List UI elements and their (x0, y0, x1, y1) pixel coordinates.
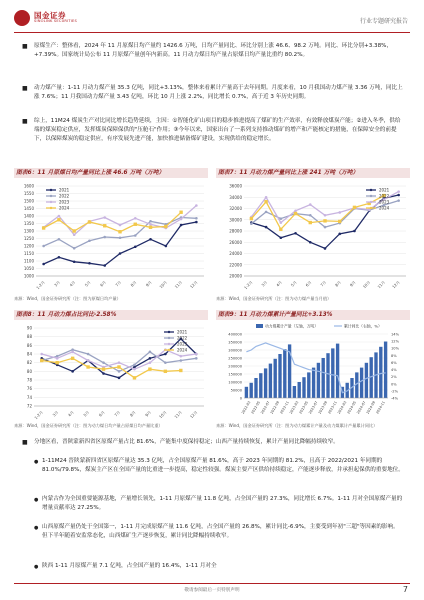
y-tick-label: 1250 (23, 236, 34, 241)
x-tick-label: 12月 (391, 279, 401, 290)
x-tick-label: 8月 (128, 409, 137, 418)
data-point-2023 (40, 353, 43, 356)
legend-label: 2023 (379, 199, 390, 205)
data-point-2021 (324, 247, 327, 250)
y-tick-label: 300000 (228, 348, 242, 353)
legend-label: 2022 (177, 335, 188, 341)
x-tick-label: 8月 (333, 279, 342, 288)
x-tick-label: 8月 (129, 279, 138, 288)
y-tick-label: 1150 (23, 251, 34, 256)
data-point-2024 (133, 376, 136, 379)
bullet-icon: ■ (22, 43, 28, 50)
bar-cumulative-output (302, 377, 305, 398)
x-tick-label: 2023-07 (308, 400, 319, 415)
x-tick-label: 12月 (188, 409, 199, 420)
y2-tick-label: 0% (391, 382, 397, 387)
data-point-2024 (264, 200, 267, 203)
data-point-2021 (102, 372, 105, 375)
legend-label: 累计同比（右轴，%） (344, 323, 382, 329)
x-tick-label: 2024-05 (346, 400, 357, 415)
x-tick-label: 1-2月 (33, 409, 44, 421)
paragraph-shaanxi: 陕西 1-11 月原煤产量 7.1 亿吨，占全国产量的 16.4%，1-11 月对全 (42, 563, 217, 569)
data-point-2023 (180, 355, 183, 358)
data-point-2022 (118, 370, 121, 373)
data-point-2023 (73, 233, 76, 236)
bar-cumulative-output (298, 382, 301, 398)
data-point-2022 (87, 353, 90, 356)
data-point-2024 (134, 223, 137, 226)
figure-6-title-bar (14, 168, 208, 178)
data-point-2023 (87, 359, 90, 362)
data-point-2024 (42, 226, 45, 229)
data-point-2021 (294, 232, 297, 235)
data-point-2024 (179, 369, 182, 372)
data-point-2023 (180, 218, 183, 221)
x-tick-label: 5月 (83, 279, 92, 288)
figure-9-title-bar (216, 310, 410, 320)
bar-cumulative-output (250, 383, 253, 398)
bullet-icon: ■ (22, 118, 28, 125)
data-point-2024 (294, 212, 297, 215)
legend-label: 2024 (177, 347, 188, 353)
x-tick-label: 9月 (144, 409, 153, 418)
data-point-2023 (103, 216, 106, 219)
y-tick-label: 86 (26, 342, 32, 348)
y-tick-label: 28000 (229, 228, 242, 234)
paragraph-four-provinces: 1-11M24 晋陕蒙新四省区原煤产量达 35.3 亿吨，占全国原煤产量 81.6%，高于 2023 年同期的 81.2%，且高于 2022/2021 年同期的 81.0%/79.8%，煤炭主产区在全国产量的比重进一步提高，稳定性较强。煤炭主要产区供给持续稳定，产能逐步释放，并承担起保供的重要地位。 (42, 458, 404, 474)
figure-7-source: 来源：Wind，国金证券研究所（注：图为动力煤产量当月值） (216, 296, 332, 301)
y-tick-label: 32000 (229, 206, 242, 211)
x-tick-label: 6月 (98, 279, 107, 288)
data-point-2023 (309, 203, 312, 206)
data-point-2022 (102, 361, 105, 364)
x-tick-label: 10月 (158, 279, 168, 290)
bar-cumulative-output (278, 354, 281, 398)
bar-cumulative-output (274, 359, 277, 398)
data-point-2022 (149, 220, 152, 223)
y-tick-label: 76 (26, 386, 32, 392)
bar-cumulative-output (312, 368, 315, 398)
legend-marker-2023 (168, 343, 170, 345)
bar-cumulative-output (317, 363, 320, 398)
data-point-2024 (86, 365, 89, 368)
legend-label: 2024 (59, 205, 70, 211)
data-point-2022 (195, 357, 198, 360)
x-tick-label: 7月 (319, 279, 328, 288)
chart-8 (14, 322, 208, 422)
sub-bullet-icon: ● (34, 564, 39, 570)
y-tick-label: 150000 (228, 372, 242, 377)
paragraph-shanxi: 山西原煤产量仍处于全国第一，1-11 月完成原煤产量 11.6 亿吨，占全国产量的 26.8%，累计同比-6.9%，主要受到年初"三超"等因素的影响。但下半年随着安监常态化，山西煤矿生产逐步恢复，累计同比降幅持续收窄。 (42, 524, 399, 540)
logo-name: 国金证券 (34, 11, 66, 20)
footer-divider (14, 583, 410, 584)
x-tick-label: 10月 (361, 279, 372, 290)
y-tick-label: 26000 (229, 239, 242, 245)
data-point-2024 (323, 219, 326, 222)
x-tick-label: 12月 (188, 279, 199, 290)
x-tick-label: 2023-05 (298, 400, 309, 415)
figure-7-title-bar (216, 168, 410, 178)
x-tick-label: 6月 (97, 409, 106, 418)
data-point-2022 (149, 351, 152, 354)
bar-cumulative-output (384, 342, 387, 398)
data-point-2024 (148, 367, 151, 370)
figure-7-title: 图表7：11 月动力煤产量同比上涨 241 万吨（万吨） (218, 170, 359, 176)
legend-marker-2024 (370, 207, 372, 209)
x-tick-label: 11月 (173, 409, 183, 420)
logo-subtitle: SINOLINK SECURITIES (34, 19, 77, 23)
y-tick-label: 20000 (229, 273, 242, 279)
data-point-2022 (103, 236, 106, 239)
y-tick-label: 80 (26, 368, 32, 374)
figure-8-title-bar (14, 310, 208, 320)
sub-bullet-icon: ● (34, 459, 39, 465)
y2-tick-label: 14% (391, 332, 399, 337)
bar-cumulative-output (293, 386, 296, 398)
data-point-2021 (265, 226, 268, 229)
data-point-2023 (338, 211, 341, 214)
bar-cumulative-output (254, 378, 257, 398)
data-point-2022 (309, 214, 312, 217)
y2-tick-label: 10% (391, 346, 399, 351)
legend-marker-2023 (370, 201, 372, 203)
paragraph-summary: 综上，11M24 煤炭生产对比同比增长趋势延续，主因：①智能化矿山项目的稳步推进提高了煤矿的生产效率，有效释放煤炭产能；②进入冬季，供给端的煤炭稳定供应，发挥煤炭保障保供的"压舱石"作用；③今年以来，国家出台了一系列支持推动煤矿的增产和产能核定的措施，在保障安全的前提下，以保障煤炭的稳定供应，有序发展先进产能，加快推进储备煤矿建设，实现供给的稳定增长。 (34, 118, 401, 143)
y-tick-label: 1000 (23, 273, 34, 279)
data-point-2023 (71, 351, 74, 354)
y-tick-label: 200000 (228, 364, 242, 369)
figure-9-source: 来源：Wind，国金证券研究所（注：图为动力煤累计产量及动力煤累计产量累计同比） (216, 423, 378, 428)
x-tick-label: 2022-07 (260, 400, 271, 415)
data-point-2024 (72, 229, 75, 232)
legend-label: 2023 (177, 341, 188, 347)
y-tick-label: 0 (239, 396, 242, 401)
data-point-2024 (103, 224, 106, 227)
data-point-2023 (118, 361, 121, 364)
bar-cumulative-output (245, 387, 248, 398)
x-tick-label: 7月 (114, 279, 123, 288)
data-point-2024 (71, 357, 74, 360)
data-point-2023 (149, 223, 152, 226)
data-point-2021 (119, 252, 122, 255)
y-tick-label: 1100 (23, 258, 34, 264)
x-tick-label: 9月 (348, 279, 357, 288)
legend-label: 2021 (379, 187, 390, 193)
series-line-2024 (42, 358, 181, 378)
y-tick-label: 350000 (228, 340, 242, 345)
data-point-2021 (134, 245, 137, 248)
data-point-2022 (133, 364, 136, 367)
x-tick-label: 3月 (260, 279, 269, 288)
x-tick-label: 2022-05 (250, 400, 261, 415)
y-tick-label: 1050 (23, 266, 34, 271)
y-tick-label: 22000 (229, 262, 242, 268)
legend-marker-2023 (50, 201, 52, 203)
data-point-2023 (195, 353, 198, 356)
data-point-2023 (397, 190, 400, 193)
data-point-2022 (397, 199, 400, 202)
legend-label: 2022 (379, 193, 390, 199)
legend-label: 2023 (59, 199, 70, 205)
data-point-2021 (71, 370, 74, 373)
y-tick-label: 250000 (228, 356, 242, 361)
x-tick-label: 2024-03 (336, 400, 348, 415)
legend-label: 2021 (59, 187, 70, 193)
data-point-2024 (338, 220, 341, 223)
y-tick-label: 400000 (228, 332, 242, 337)
data-point-2021 (149, 357, 152, 360)
y2-tick-label: 4% (391, 368, 397, 373)
bar-cumulative-output (326, 353, 329, 398)
y-tick-label: 50000 (230, 388, 242, 393)
data-point-2022 (119, 236, 122, 239)
y-tick-label: 1350 (23, 221, 34, 226)
data-point-2021 (180, 224, 183, 227)
y2-tick-label: 2% (391, 375, 397, 380)
bar-cumulative-output (269, 364, 272, 398)
figure-8-source: 来源：Wind，国金证券研究所（注：图为动力煤日均产量占原煤日均产量比重） (14, 423, 163, 428)
data-point-2024 (40, 359, 43, 362)
data-point-2024 (117, 365, 120, 368)
data-point-2021 (164, 353, 167, 356)
page-number: 7 (402, 585, 408, 594)
x-tick-label: 2023-09 (317, 400, 329, 415)
data-point-2021 (309, 241, 312, 244)
data-point-2023 (133, 368, 136, 371)
data-point-2022 (265, 211, 268, 214)
y-tick-label: 78 (26, 377, 32, 383)
data-point-2024 (164, 225, 167, 228)
data-point-2021 (103, 264, 106, 267)
y-tick-label: 34000 (229, 194, 242, 200)
data-point-2021 (195, 221, 198, 224)
x-tick-label: 4月 (66, 409, 75, 418)
data-point-2023 (149, 361, 152, 364)
figure-6-source: 来源：Wind，国金证券研究所（注：图为原煤日均产量） (14, 296, 121, 301)
data-point-2021 (338, 233, 341, 236)
logo-icon (14, 10, 30, 26)
data-point-2024 (179, 211, 182, 214)
x-tick-label: 1-2月 (242, 279, 254, 291)
y-tick-label: 88 (26, 334, 32, 340)
y2-tick-label: 8% (391, 353, 397, 358)
data-point-2023 (294, 209, 297, 212)
paragraph-inner-mongolia: 内蒙古作为全国重要能源基地，产量增长领先，1-11 月原煤产量 11.8 亿吨，占全国产量的 27.3%，同比增长 6.7%。1-11 月对全国原煤产量的增量贡献率达 27.25%。 (42, 496, 403, 512)
paragraph-regional: 分地区看，晋陕蒙新四省区原煤产量占比 81.6%，产能集中度保持稳定；山西产量持续恢复，累计产量同比降幅持续收窄。 (34, 439, 339, 445)
x-tick-label: 6月 (304, 279, 313, 288)
y-tick-label: 36000 (229, 183, 242, 189)
data-point-2022 (88, 239, 91, 242)
series-line-2024 (251, 196, 384, 230)
data-point-2021 (353, 230, 356, 233)
data-point-2021 (73, 260, 76, 263)
data-point-2023 (119, 224, 122, 227)
bar-cumulative-output (360, 368, 363, 398)
y2-tick-label: 12% (391, 339, 399, 344)
data-point-2022 (73, 247, 76, 250)
chart-9 (216, 322, 410, 422)
data-point-2023 (265, 196, 268, 199)
data-point-2023 (58, 215, 61, 218)
data-point-2024 (102, 367, 105, 370)
x-tick-label: 10月 (157, 409, 168, 420)
y2-tick-label: 6% (391, 360, 397, 365)
data-point-2021 (42, 263, 45, 266)
bullet-icon: ■ (22, 439, 28, 446)
data-point-2024 (118, 230, 121, 233)
x-tick-label: 11月 (376, 279, 387, 290)
x-tick-label: 2023-03 (288, 400, 300, 415)
legend-swatch-bar (256, 324, 263, 328)
data-point-2021 (280, 236, 283, 239)
bullet-icon: ■ (22, 85, 28, 92)
data-point-2023 (134, 217, 137, 220)
y-tick-label: 30000 (229, 217, 242, 223)
y-tick-label: 82 (26, 360, 32, 366)
x-tick-label: 11月 (173, 279, 184, 290)
data-point-2022 (180, 359, 183, 362)
bar-cumulative-output (379, 347, 382, 398)
y-tick-label: 1400 (23, 213, 34, 219)
legend-label: 2022 (59, 193, 70, 199)
data-point-2021 (165, 245, 168, 248)
x-tick-label: 2024-09 (365, 400, 377, 415)
data-point-2022 (250, 222, 253, 225)
y-tick-label: 1600 (23, 183, 34, 189)
y-tick-label: 1300 (23, 228, 34, 234)
legend-marker-2022 (370, 195, 372, 197)
bar-cumulative-output (365, 363, 368, 398)
data-point-2022 (58, 238, 61, 241)
data-point-2024 (88, 220, 91, 223)
sub-bullet-icon: ● (34, 497, 39, 503)
data-point-2022 (134, 234, 137, 237)
x-tick-label: 2022-03 (240, 400, 252, 415)
y-tick-label: 1450 (23, 206, 34, 211)
x-tick-label: 1-2月 (35, 279, 46, 291)
bar-cumulative-output (264, 368, 267, 398)
x-tick-label: 4月 (275, 279, 283, 288)
y2-tick-label: -2% (391, 389, 398, 394)
legend-marker-2024 (50, 207, 52, 209)
x-tick-label: 2022-11 (279, 400, 290, 415)
y-tick-label: 72 (26, 403, 32, 409)
data-point-2022 (42, 245, 45, 248)
y2-tick-label: -4% (391, 396, 398, 401)
y-tick-label: 100000 (228, 380, 242, 385)
sub-bullet-icon: ● (34, 525, 39, 531)
legend-marker-2022 (50, 195, 52, 197)
x-tick-label: 2022-09 (269, 400, 281, 415)
data-point-2023 (195, 204, 198, 207)
x-tick-label: 4月 (68, 279, 77, 288)
data-point-2024 (57, 218, 60, 221)
data-point-2022 (324, 226, 327, 229)
data-point-2022 (195, 217, 198, 220)
chart-6 (14, 180, 208, 295)
x-tick-label: 2024-11 (375, 400, 386, 415)
data-point-2024 (279, 228, 282, 231)
y-tick-label: 74 (26, 394, 32, 400)
bar-cumulative-output (336, 344, 339, 398)
x-tick-label: 3月 (51, 409, 60, 418)
y-tick-label: 1200 (23, 243, 34, 249)
chart-7 (216, 180, 410, 295)
legend-marker-2021 (168, 331, 170, 333)
x-tick-label: 5月 (82, 409, 91, 418)
data-point-2024 (149, 226, 152, 229)
data-point-2021 (397, 194, 400, 197)
legend-label: 2024 (379, 205, 390, 211)
data-point-2023 (56, 357, 59, 360)
x-tick-label: 7月 (113, 409, 122, 418)
bar-cumulative-output (283, 349, 286, 398)
data-point-2021 (88, 262, 91, 265)
report-type: 行业专题研究报告 (359, 18, 408, 25)
data-point-2023 (280, 221, 283, 224)
data-point-2021 (58, 256, 61, 259)
x-tick-label: 2023-11 (327, 400, 338, 415)
paragraph-coal-production: 原煤生产：整体看，2024 年 11 月原煤日均产量约 1426.6 万吨，日均产量同比、环比分别上涨 46.6、98.2 万吨。同比、环比分别+3.38%，+7.39%。国家统计局公布 11 月原煤产量创年内新高。11 月动力煤日均产量占原煤日均产量比重约 80.2%。 (34, 43, 393, 59)
y-tick-label: 24000 (229, 251, 242, 256)
x-tick-label: 2024-07 (356, 400, 367, 415)
data-point-2024 (55, 361, 58, 364)
data-point-2024 (164, 370, 167, 373)
bar-cumulative-output (259, 373, 262, 398)
data-point-2023 (324, 214, 327, 217)
y-tick-label: 90 (26, 325, 32, 331)
legend-marker-2021 (370, 189, 372, 191)
header-divider (14, 32, 410, 33)
y-tick-label: 1500 (23, 198, 34, 204)
legend-label: 动力煤累计产量（左轴，万吨） (265, 323, 319, 329)
y-tick-label: 1550 (23, 191, 34, 196)
figure-9-title: 图表9：11 月动力煤累计产量同比+3.13% (218, 312, 333, 318)
paragraph-thermal-coal: 动力煤产量：1-11 月动力煤产量 35.3 亿吨，同比+3.13%，整体来看累计产量高于去年同期。月度来看，10 月我国动力煤产量 3.36 万吨，同比上涨 7.6%；11 月我国动力煤产量 3.43 亿吨，环比 10 月上涨 2.2%，同比增长 0.7%，高于近 3 年历史同期。 (34, 85, 403, 101)
page-header (0, 0, 424, 32)
legend-label: 2021 (177, 329, 188, 335)
legend-marker-2021 (50, 189, 52, 191)
legend-marker-2024 (168, 349, 170, 351)
data-point-2024 (250, 217, 253, 220)
bar-cumulative-output (331, 348, 334, 398)
data-point-2024 (309, 221, 312, 224)
figure-8-title: 图表8：11 月动力煤占比同比-2.58% (16, 312, 117, 318)
x-tick-label: 5月 (289, 279, 298, 288)
x-tick-label: 9月 (144, 279, 153, 288)
x-tick-label: 3月 (53, 279, 62, 288)
data-point-2022 (164, 361, 167, 364)
data-point-2021 (118, 377, 121, 380)
legend-marker-2022 (168, 337, 170, 339)
bar-cumulative-output (307, 372, 310, 398)
data-point-2022 (280, 217, 283, 220)
data-point-2021 (149, 238, 152, 241)
footer-disclaimer: 敬请参阅最后一页特别声明 (184, 588, 240, 593)
data-point-2024 (353, 206, 356, 209)
y-tick-label: 84 (26, 351, 32, 357)
bar-cumulative-output (322, 358, 325, 398)
figure-6-title: 图表6：11 月原煤日均产量同比上涨 46.6 万吨（万吨） (16, 170, 165, 176)
